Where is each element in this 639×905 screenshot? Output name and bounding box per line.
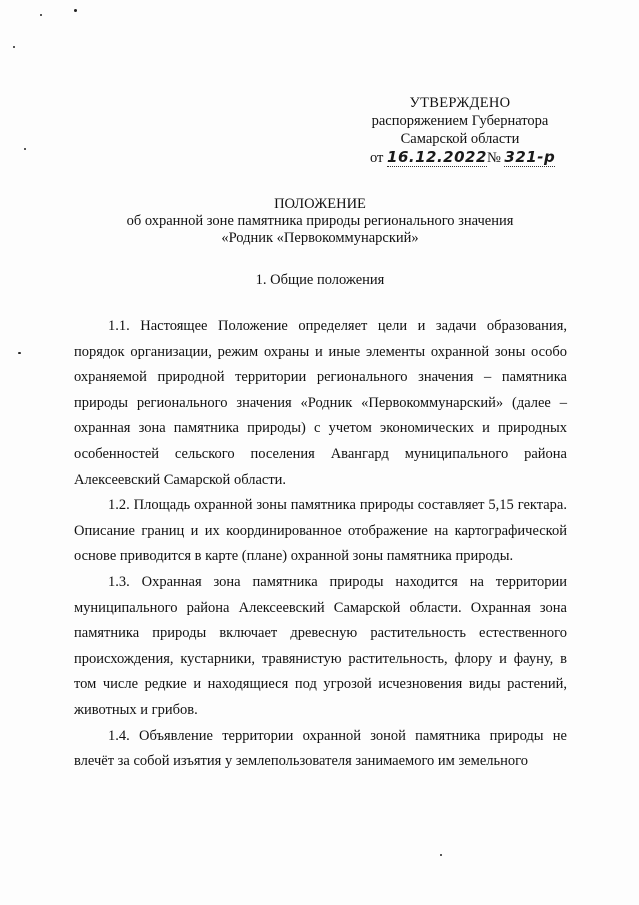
approval-line-1: распоряжением Губернатора	[371, 113, 549, 129]
scan-speck	[13, 46, 15, 48]
paragraph-1-3: 1.3. Охранная зона памятника природы находится на территории муниципального района Алексеевский Самарской области. Охранная зона памятника природы включает древесную растительность естественного происхождения, кустарники, травянистую растительность, флору и фауну, в том числе редкие и находящиеся под угрозой исчезновения виды растений, животных и грибов.	[74, 573, 567, 718]
scan-speck	[40, 14, 42, 16]
approval-block	[360, 94, 560, 167]
number-prefix: №	[486, 150, 501, 166]
document-heading	[60, 196, 580, 247]
scan-speck	[440, 854, 442, 856]
handwritten-date: 16.12.2022	[387, 148, 487, 166]
approval-title: УТВЕРЖДЕНО	[409, 95, 511, 111]
scan-speck	[18, 352, 21, 354]
document-subtitle-line-2: «Родник «Первокоммунарский»	[221, 230, 419, 246]
approval-line-2: Самарской области	[400, 131, 520, 147]
document-subtitle-line-1: об охранной зоне памятника природы регионального значения	[126, 213, 514, 229]
document-body	[74, 314, 567, 775]
document-title: ПОЛОЖЕНИЕ	[274, 196, 366, 212]
handwritten-number: 321-р	[504, 148, 556, 166]
approval-date-line	[360, 148, 560, 167]
paragraph-1-4: 1.4. Объявление территории охранной зоной памятника природы не влечёт за собой изъятия у землепользователя занимаемого им земельного	[74, 727, 567, 770]
scan-speck	[74, 9, 77, 12]
paragraph-1-1: 1.1. Настоящее Положение определяет цели и задачи образования, порядок организации, режим охраны и иные элементы охранной зоны особо охраняемой природной территории регионального значения – памятника природы регионального значения «Родник «Первокоммунарский» (далее – охранная зона памятника природы) с учетом экономических и природных особенностей сельского поселения Авангард муниципального района Алексеевский Самарской области.	[74, 318, 567, 488]
date-prefix: от	[370, 150, 384, 166]
scan-speck	[24, 148, 26, 150]
section-title: 1. Общие положения	[255, 272, 385, 288]
paragraph-1-2: 1.2. Площадь охранной зоны памятника природы составляет 5,15 гектара. Описание границ и их координированное отображение на картографической основе приводится в карте (плане) охранной зоны памятника природы.	[74, 497, 567, 565]
